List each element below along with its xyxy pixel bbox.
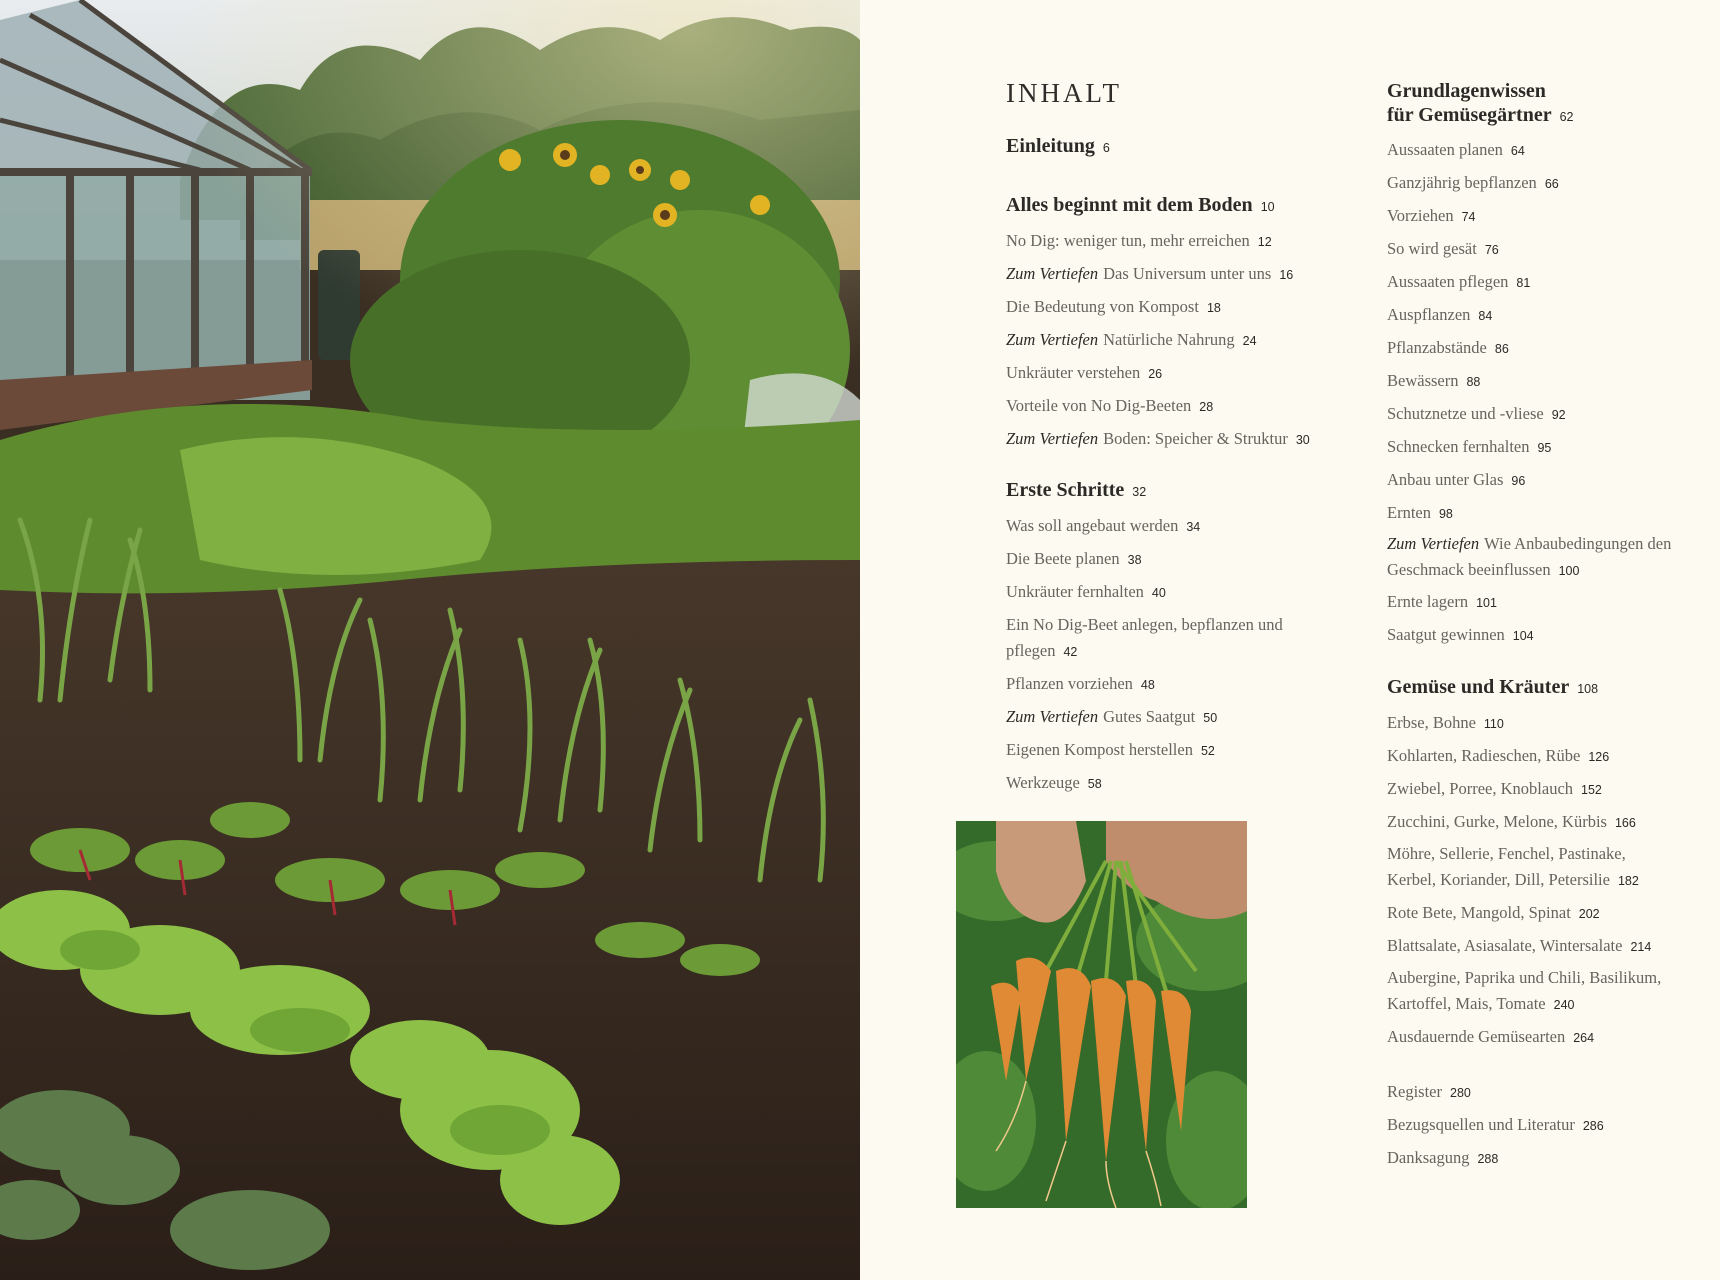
toc-entry: Ernten 98 <box>1387 503 1453 522</box>
toc-entry: Blattsalate, Asiasalate, Wintersalate 214 <box>1387 936 1652 955</box>
carrot-photo <box>956 821 1247 1208</box>
toc-section-title: für Gemüsegärtner 62 <box>1387 104 1574 126</box>
page-number: 6 <box>1102 141 1110 155</box>
toc-entry: Pflanzen vorziehen 48 <box>1006 674 1155 693</box>
toc-entry: Unkräuter verstehen 26 <box>1006 363 1163 382</box>
toc-entry: Aubergine, Paprika und Chili, Basilikum, Kartoffel, Mais, Tomate 240 <box>1387 968 1662 1013</box>
page-number: 10 <box>1260 200 1275 214</box>
toc-entry: Bezugsquellen und Literatur 286 <box>1387 1115 1604 1134</box>
toc-entry: Zum Vertiefen Wie Anbaubedingungen den Geschmack beeinflussen 100 <box>1387 534 1672 579</box>
toc-entry: Kohlarten, Radieschen, Rübe 126 <box>1387 746 1610 765</box>
toc-section-title: Gemüse und Kräuter 108 <box>1387 676 1599 698</box>
toc-entry: Zwiebel, Porree, Knoblauch 152 <box>1387 779 1602 798</box>
toc-entry: Register 280 <box>1387 1082 1471 1101</box>
toc-entry: Pflanzabstände 86 <box>1387 338 1509 357</box>
toc-entry: Zum Vertiefen Das Universum unter uns 16 <box>1006 264 1294 283</box>
toc-entry: Erbse, Bohne 110 <box>1387 713 1504 732</box>
toc-entry: Schnecken fernhalten 95 <box>1387 437 1552 456</box>
toc-entry: Was soll angebaut werden 34 <box>1006 516 1201 535</box>
toc-entry: Zucchini, Gurke, Melone, Kürbis 166 <box>1387 812 1636 831</box>
toc-entry: Eigenen Kompost herstellen 52 <box>1006 740 1215 759</box>
page-number: 32 <box>1132 485 1147 499</box>
toc-entry: No Dig: weniger tun, mehr erreichen 12 <box>1006 231 1272 250</box>
toc-entry: Vorziehen 74 <box>1387 206 1476 225</box>
toc-entry: Zum Vertiefen Gutes Saatgut 50 <box>1006 707 1218 726</box>
toc-entry: Vorteile von No Dig-Beeten 28 <box>1006 396 1214 415</box>
toc-entry: So wird gesät 76 <box>1387 239 1499 258</box>
page-number: 108 <box>1577 682 1599 696</box>
toc-section-title: Einleitung 6 <box>1006 135 1110 157</box>
toc-entry: Rote Bete, Mangold, Spinat 202 <box>1387 903 1600 922</box>
toc-entry: Zum Vertiefen Boden: Speicher & Struktur 30 <box>1006 429 1310 448</box>
toc-entry: Danksagung 288 <box>1387 1148 1499 1167</box>
toc-heading: INHALT <box>1006 78 1122 108</box>
toc-entry: Die Beete planen 38 <box>1006 549 1142 568</box>
toc-entry: Saatgut gewinnen 104 <box>1387 625 1534 644</box>
toc-entry: Möhre, Sellerie, Fenchel, Pastinake, Kerbel, Koriander, Dill, Petersilie 182 <box>1387 844 1639 889</box>
toc-entry: Aussaaten planen 64 <box>1387 140 1525 159</box>
toc-entry: Unkräuter fernhalten 40 <box>1006 582 1166 601</box>
page-number: 62 <box>1559 110 1574 124</box>
table-of-contents-page <box>860 0 1720 1280</box>
toc-entry: Ernte lagern 101 <box>1387 592 1497 611</box>
toc-section-title: Erste Schritte 32 <box>1006 479 1147 501</box>
toc-entry: Aussaaten pflegen 81 <box>1387 272 1531 291</box>
toc-entry: Ausdauernde Gemüsearten 264 <box>1387 1027 1595 1046</box>
toc-entry: Anbau unter Glas 96 <box>1387 470 1526 489</box>
toc-entry: Ein No Dig-Beet anlegen, bepflanzen und pflegen 42 <box>1006 615 1283 660</box>
toc-entry: Bewässern 88 <box>1387 371 1481 390</box>
toc-section-title: Alles beginnt mit dem Boden 10 <box>1006 194 1275 216</box>
toc-entry: Werkzeuge 58 <box>1006 773 1102 792</box>
toc-entry: Auspflanzen 84 <box>1387 305 1493 324</box>
toc-entry: Zum Vertiefen Natürliche Nahrung 24 <box>1006 330 1257 349</box>
toc-entry: Ganzjährig bepflanzen 66 <box>1387 173 1559 192</box>
toc-entry: Schutznetze und -vliese 92 <box>1387 404 1566 423</box>
toc-entry: Die Bedeutung von Kompost 18 <box>1006 297 1221 316</box>
toc-section-title: Grundlagenwissen <box>1387 80 1546 102</box>
